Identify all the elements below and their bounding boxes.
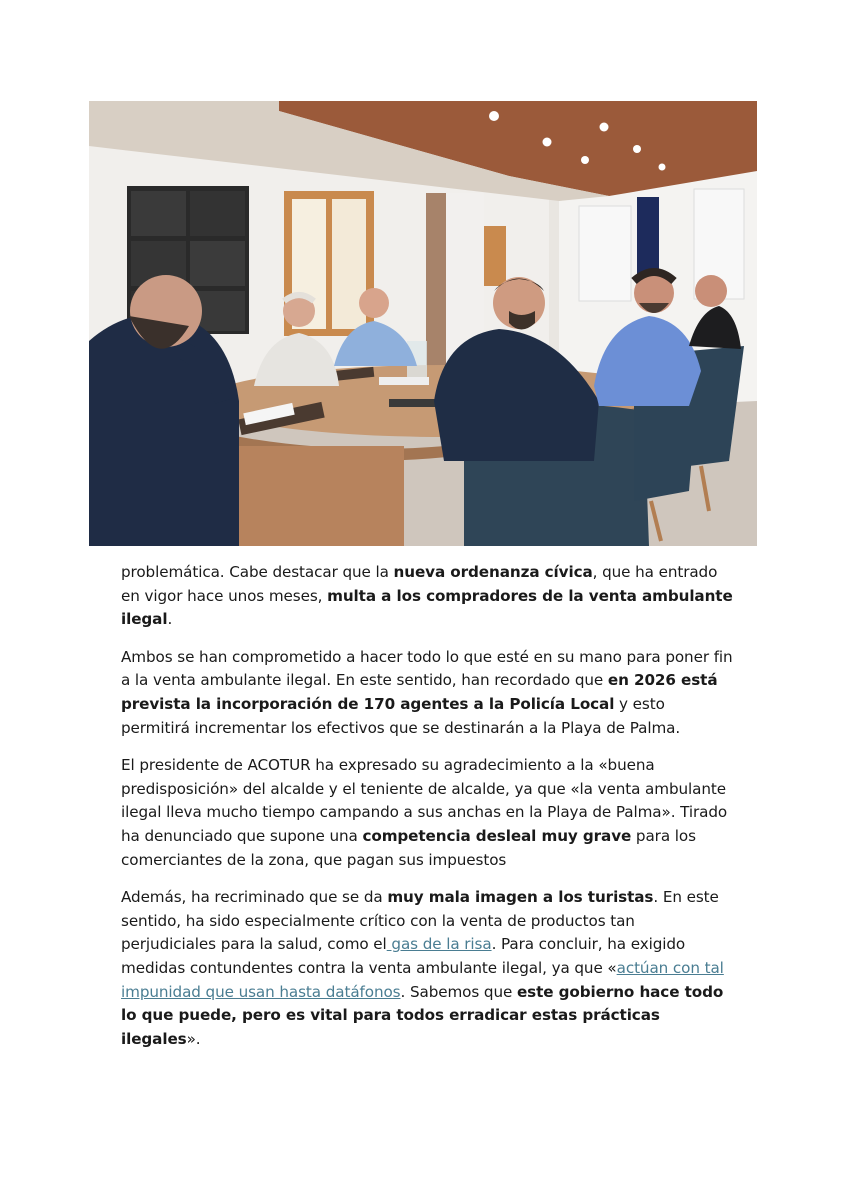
text-run: Ambos se han comprometido a hacer todo lo que esté en su mano para poner fin a la venta ambulante ilegal. En este sentido, han recordado que (121, 647, 733, 690)
text-run: . (167, 610, 173, 629)
text-run: . En este sentido, ha sido especialmente crítico con la venta de productos tan perjudiciales para la salud, como el (121, 888, 719, 954)
text-run: Además, ha recriminado que se da (121, 888, 388, 907)
bold-text: muy mala imagen a los turistas (387, 888, 654, 907)
bold-text: competencia desleal muy grave (362, 826, 632, 845)
text-run: El presidente de ACOTUR ha expresado su agradecimiento a la «buena predisposición» del alcalde y el teniente de alcalde, ya que «la venta ambulante ilegal lleva mucho tiempo campando a sus anchas en la Playa de Palma». Tirado ha denunciado que supone una (121, 756, 728, 845)
inline-link[interactable]: actúan con tal impunidad que usan hasta datáfonos (121, 958, 724, 1001)
article-paragraph (121, 646, 733, 740)
bold-text: nueva ordenanza cívica (393, 563, 593, 581)
text-run: . Sabemos que (400, 982, 517, 1001)
bold-text: este gobierno hace todo lo que puede, pero es vital para todos erradicar estas prácticas ilegales (121, 982, 724, 1048)
text-run: para los comerciantes de la zona, que pagan sus impuestos (121, 826, 696, 869)
article-body (121, 561, 733, 1065)
text-run: problemática. Cabe destacar que la (121, 563, 394, 581)
article-paragraph (121, 754, 733, 872)
bold-text: en 2026 está prevista la incorporación de 170 agentes a la Policía Local (121, 671, 718, 713)
inline-link[interactable]: gas de la risa (386, 935, 492, 954)
article-paragraph (121, 886, 733, 1051)
article-paragraph (121, 561, 733, 632)
meeting-photo (89, 101, 757, 546)
text-run: ». (186, 1029, 201, 1048)
bold-text: multa a los compradores de la venta ambulante ilegal (121, 586, 733, 629)
text-run: y esto permitirá incrementar los efectivos que se destinarán a la Playa de Palma. (121, 694, 681, 737)
text-run: , que ha entrado en vigor hace unos meses, (121, 563, 718, 605)
text-run: . Para concluir, ha exigido medidas contundentes contra la venta ambulante ilegal, ya que « (121, 935, 686, 977)
